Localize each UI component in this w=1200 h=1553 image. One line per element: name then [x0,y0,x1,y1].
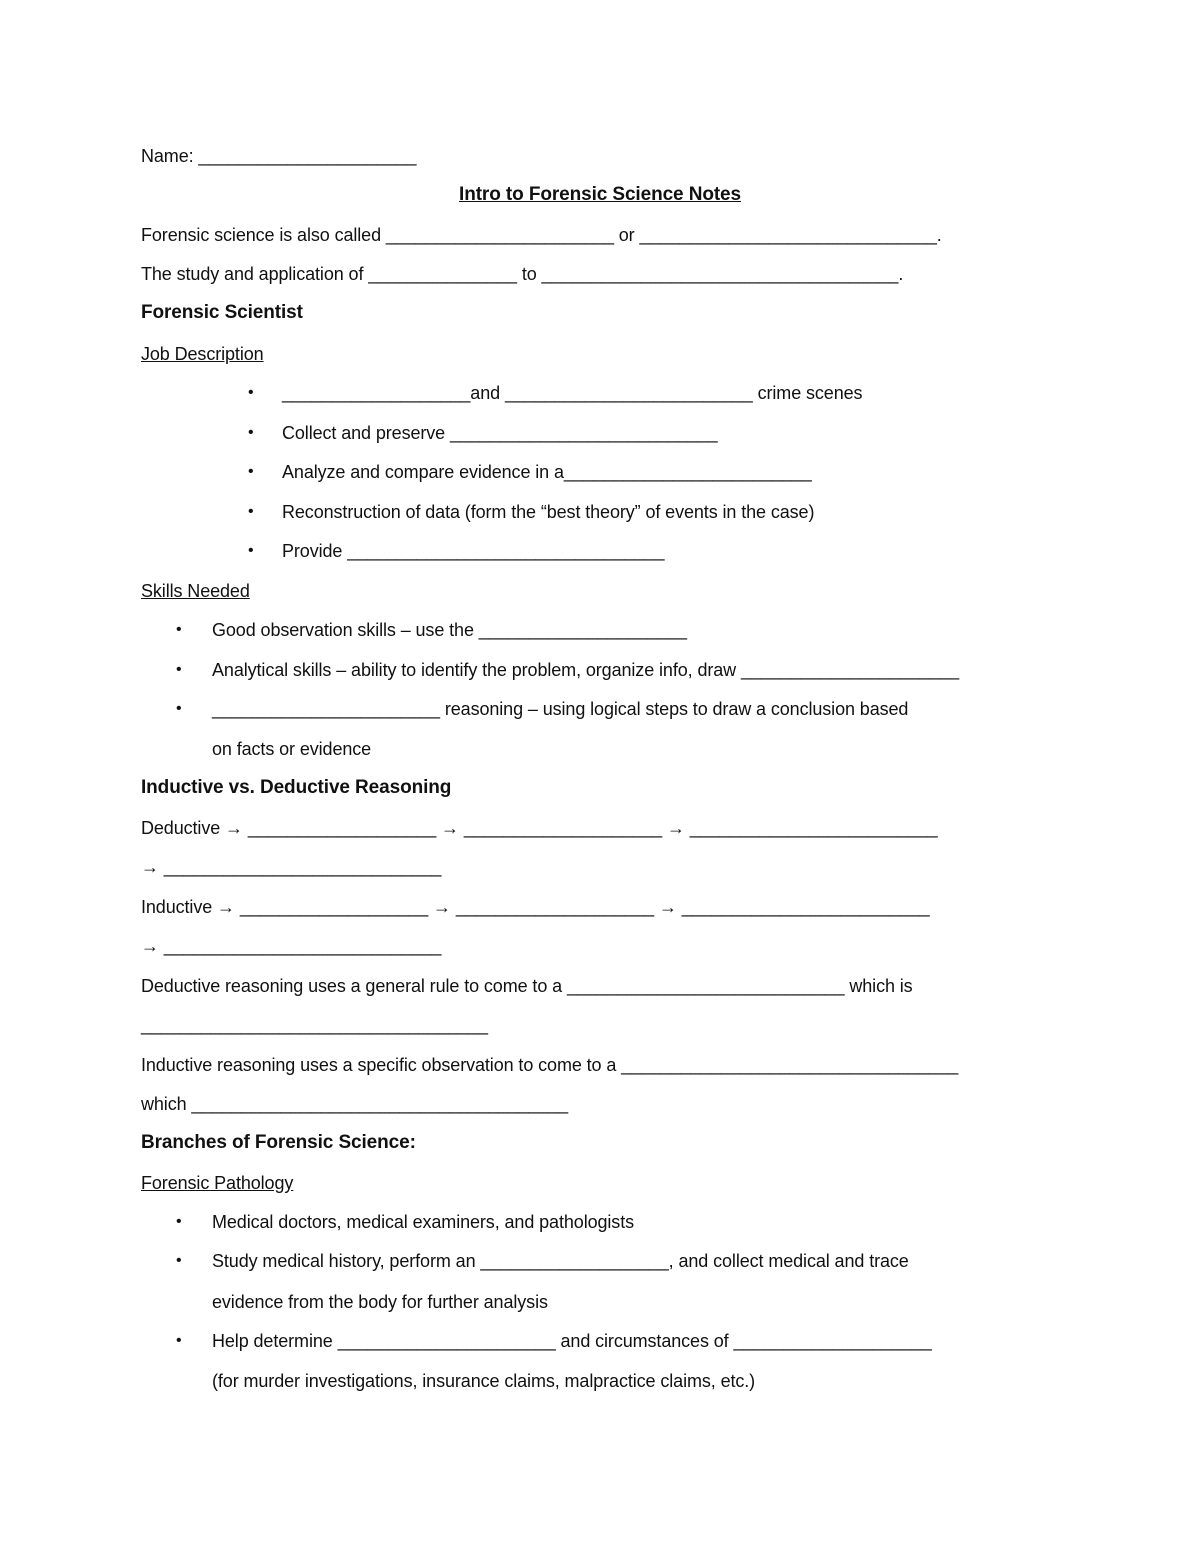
job-item[interactable]: Provide ________________________________ [282,541,665,561]
skill-item[interactable]: _______________________ reasoning – using logical steps to draw a conclusion based [212,699,909,719]
pathology-item[interactable]: Help determine ______________________ and circumstances of ____________________ [212,1331,932,1351]
deductive-chain-line-2[interactable]: → ____________________________ [141,857,442,877]
skill-item[interactable]: Analytical skills – ability to identify the problem, organize info, draw ______________________ [212,660,959,680]
bullet-dot: • [176,1332,182,1349]
skill-item-continuation: on facts or evidence [212,739,372,759]
job-item: Reconstruction of data (form the “best theory” of events in the case) [282,502,815,522]
bullet-dot: • [176,700,182,717]
pathology-item[interactable]: Study medical history, perform an ___________________, and collect medical and trace [212,1251,909,1271]
job-item[interactable]: Analyze and compare evidence in a_________________________ [282,462,812,482]
inductive-rule-line-2[interactable]: which ______________________________________ [141,1094,569,1114]
bullet-dot: • [248,463,254,480]
study-application-line[interactable]: The study and application of _______________ to ____________________________________. [141,264,904,284]
heading-branches: Branches of Forensic Science: [141,1132,416,1153]
subheading-job-description: Job Description [141,344,264,364]
job-item[interactable]: ___________________and _________________________ crime scenes [282,383,863,403]
pathology-item-continuation: (for murder investigations, insurance claims, malpractice claims, etc.) [212,1371,756,1391]
name-field-line[interactable]: Name: ______________________ [141,146,417,166]
deductive-rule-line-2[interactable]: ___________________________________ [141,1015,488,1035]
inductive-chain-line-2[interactable]: → ____________________________ [141,936,442,956]
bullet-dot: • [248,424,254,441]
skill-item[interactable]: Good observation skills – use the _____________________ [212,620,687,640]
bullet-dot: • [176,621,182,638]
heading-forensic-scientist: Forensic Scientist [141,302,303,323]
pathology-item: Medical doctors, medical examiners, and pathologists [212,1212,635,1232]
job-item[interactable]: Collect and preserve ___________________________ [282,423,718,443]
deductive-rule-line[interactable]: Deductive reasoning uses a general rule to come to a ____________________________ which is [141,976,913,996]
also-called-line[interactable]: Forensic science is also called _______________________ or ______________________________. [141,225,942,245]
pathology-item-continuation: evidence from the body for further analysis [212,1292,548,1312]
page-title: Intro to Forensic Science Notes [459,184,741,205]
bullet-dot: • [176,661,182,678]
bullet-dot: • [248,384,254,401]
bullet-dot: • [248,542,254,559]
subheading-forensic-pathology: Forensic Pathology [141,1173,294,1193]
inductive-rule-line[interactable]: Inductive reasoning uses a specific observation to come to a __________________________________ [141,1055,959,1075]
subheading-skills-needed: Skills Needed [141,581,250,601]
bullet-dot: • [176,1213,182,1230]
bullet-dot: • [248,503,254,520]
bullet-dot: • [176,1252,182,1269]
heading-reasoning: Inductive vs. Deductive Reasoning [141,777,452,798]
inductive-chain-line[interactable]: Inductive → ___________________ → ____________________ → _________________________ [141,897,930,917]
deductive-chain-line[interactable]: Deductive → ___________________ → ____________________ → _________________________ [141,818,938,838]
